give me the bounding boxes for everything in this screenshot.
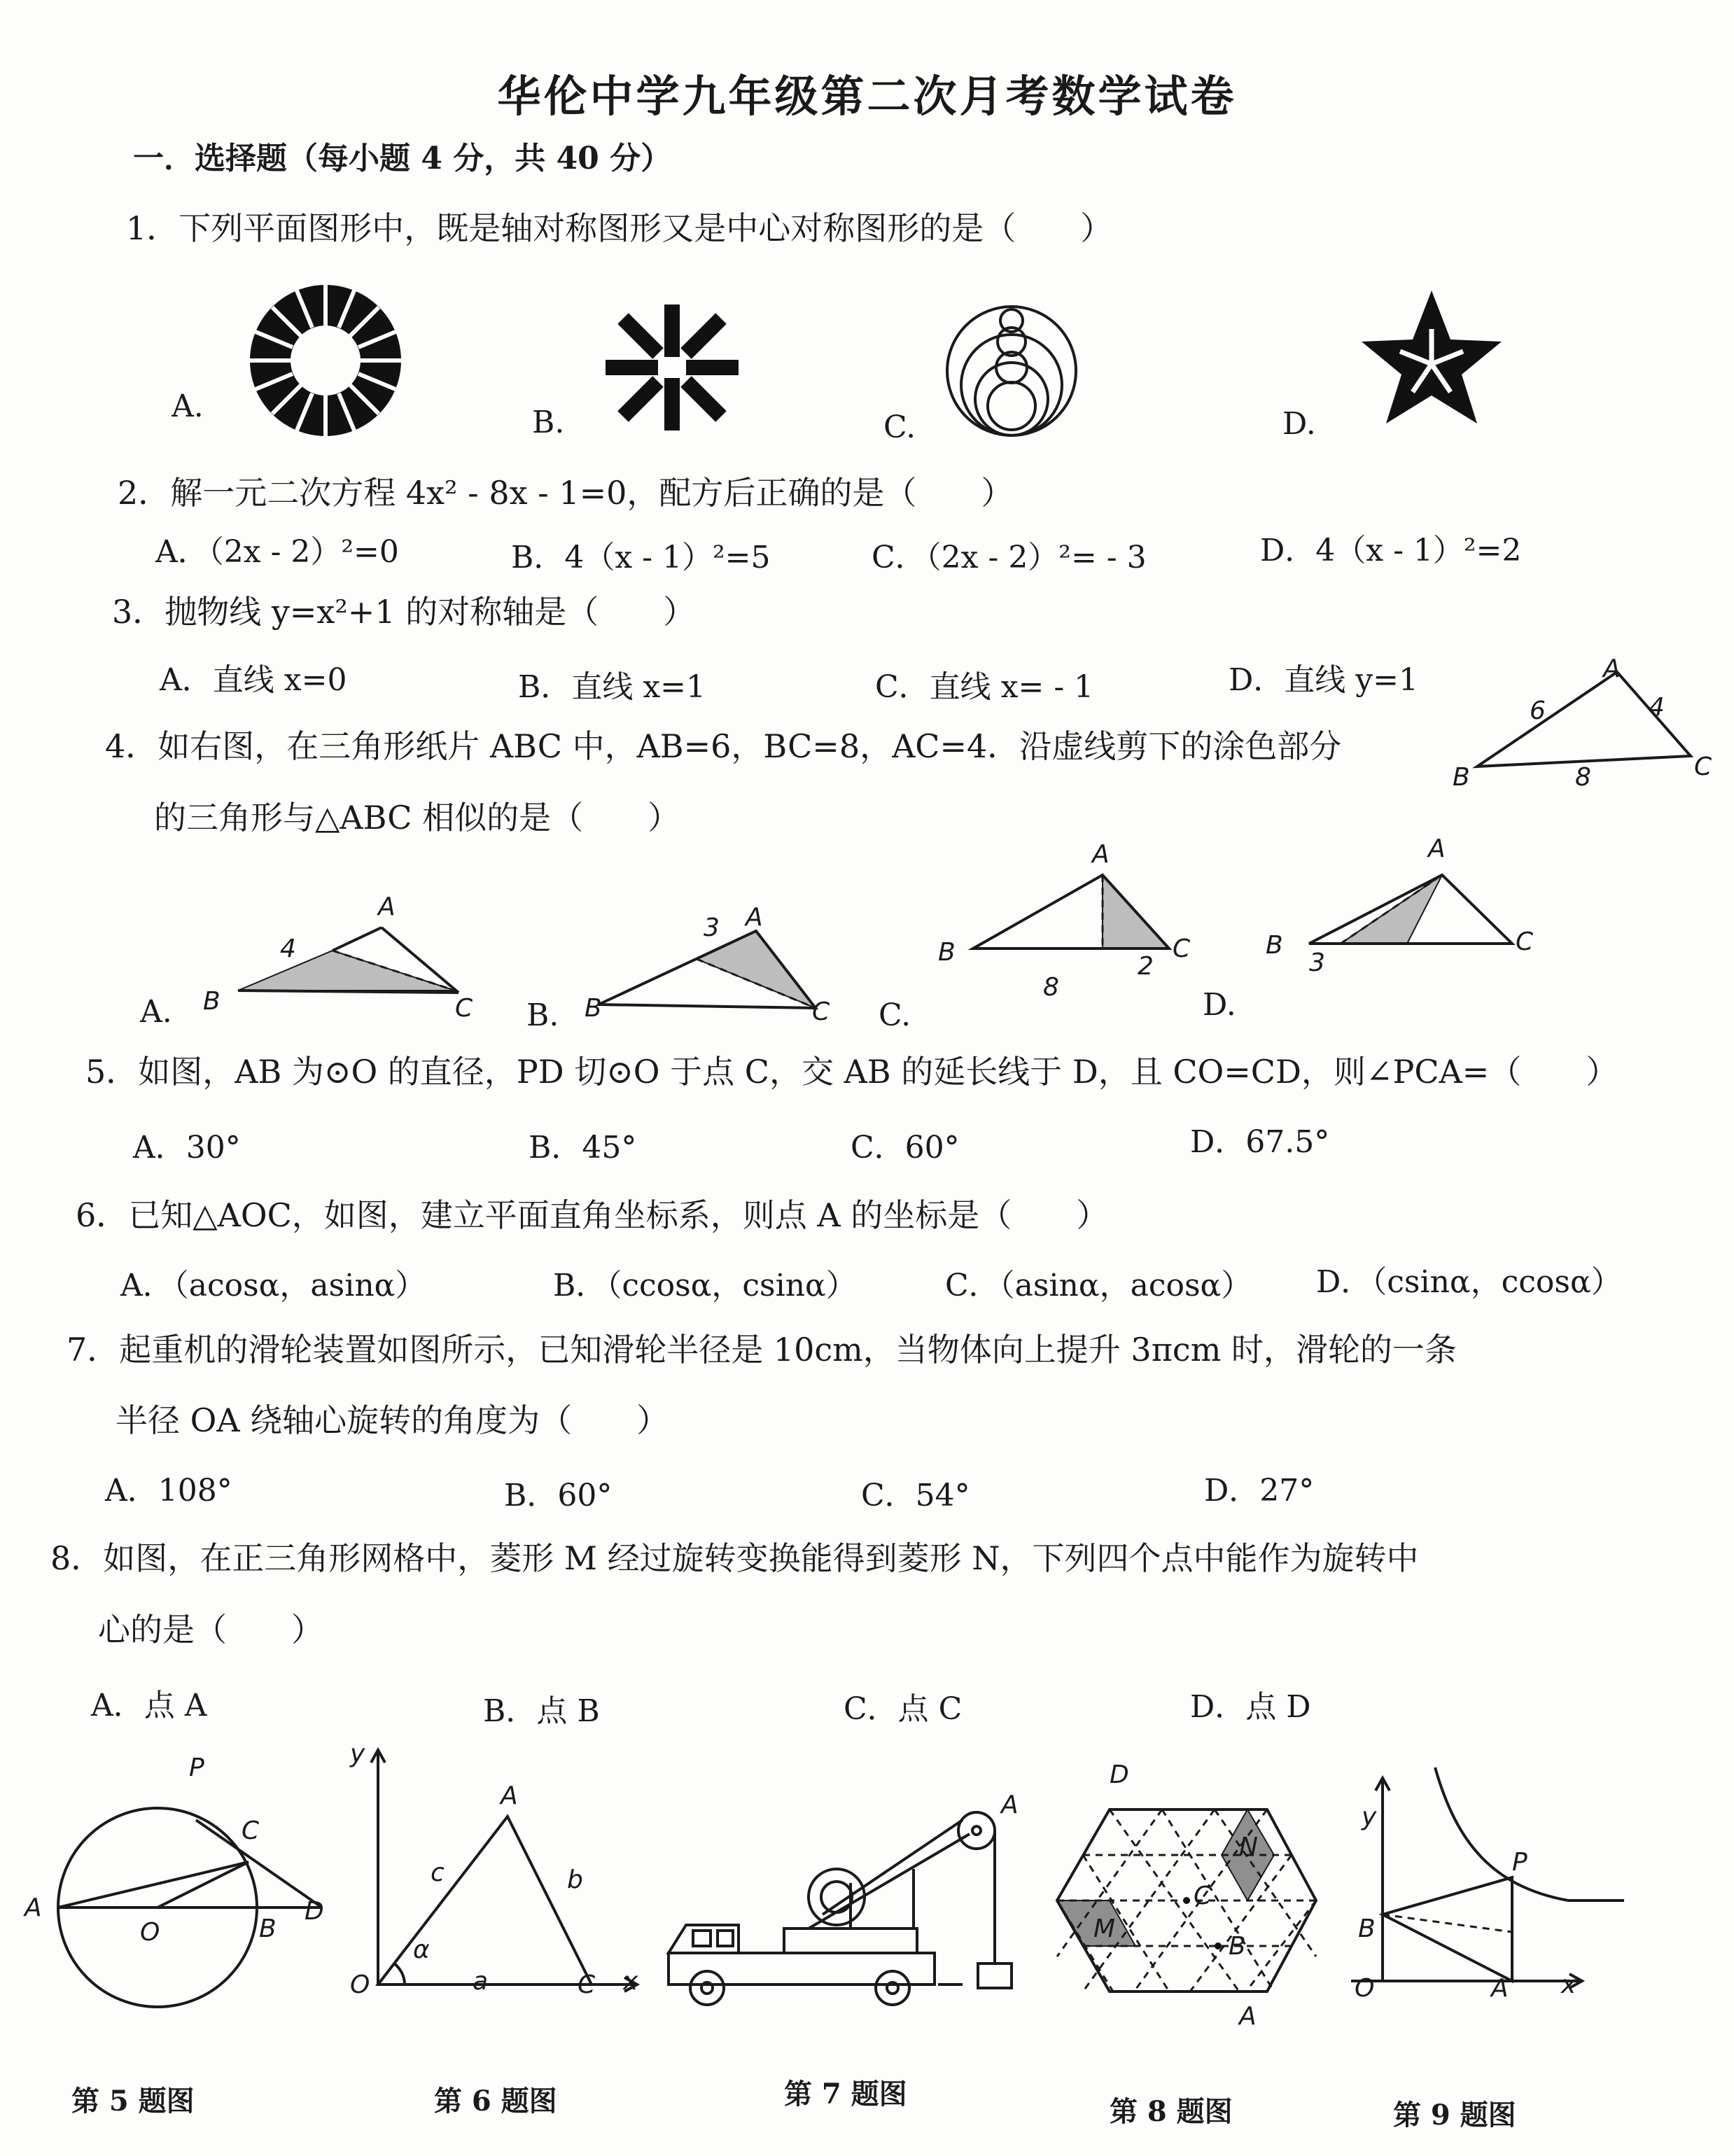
q3-option-b: B．直线 x=1: [518, 669, 706, 705]
q6-option-c: C．（asinα，acosα）: [945, 1268, 1252, 1303]
q4-ref-label-ab: 6: [1530, 696, 1546, 725]
q2-option-d: D．4（x - 1）²=2: [1260, 533, 1522, 568]
fig9-hyperbola-graph: [1344, 1757, 1631, 2009]
fig6-label-a-vertex: A: [501, 1782, 518, 1810]
fig6-label-alpha: α: [413, 1935, 430, 1964]
q1-figure-d-pinwheel: [1358, 287, 1505, 427]
q2-stem: 2．解一元二次方程 4x² - 8x - 1=0，配方后正确的是（ ）: [118, 474, 1014, 512]
fig5-label-a: A: [25, 1893, 42, 1922]
q4c-label-a: A: [1092, 840, 1110, 869]
q2-option-a: A．（2x - 2）²=0: [155, 534, 399, 570]
q4b-label-c: C: [812, 997, 830, 1026]
q8-stem-line2: 心的是（ ）: [98, 1611, 323, 1648]
q4d-label-a: A: [1428, 834, 1446, 863]
q3-stem: 3．抛物线 y=x²+1 的对称轴是（ ）: [112, 593, 696, 631]
q1-option-d: D.: [1282, 406, 1316, 442]
q5-option-c: C．60°: [851, 1130, 960, 1166]
fig9-label-x: x: [1561, 1970, 1576, 1999]
q4-option-a: A.: [140, 994, 172, 1030]
q1-figure-b-star: [599, 298, 746, 438]
fig8-hexagon-grid: [1050, 1785, 1323, 2023]
fig8-label-m: M: [1093, 1914, 1116, 1943]
q2-option-b: B．4（x - 1）²=5: [511, 540, 771, 575]
q4b-label-b: B: [585, 994, 602, 1023]
fig5-label-c: C: [242, 1816, 260, 1845]
q6-option-d: D．（csinα，ccosα）: [1316, 1264, 1622, 1300]
fig9-label-a: A: [1491, 1974, 1509, 2003]
q4c-label-c: C: [1173, 934, 1191, 963]
fig6-coordinate-triangle: [343, 1743, 651, 2009]
q7-option-a: A．108°: [105, 1473, 232, 1508]
q4-figure-a: [231, 917, 469, 1001]
q1-figure-c-circles: [942, 301, 1082, 441]
q6-stem: 6．已知△AOC，如图，建立平面直角坐标系，则点 A 的坐标是（ ）: [76, 1196, 1109, 1234]
caption-fig8: 第 8 题图: [1110, 2095, 1233, 2128]
q4-stem-line2: 的三角形与△ABC 相似的是（ ）: [154, 799, 680, 836]
fig8-label-a: A: [1239, 2002, 1257, 2031]
caption-fig9: 第 9 题图: [1393, 2099, 1516, 2132]
q8-option-b: B．点 B: [483, 1693, 600, 1729]
fig6-label-c-side: c: [431, 1858, 445, 1887]
q5-option-a: A．30°: [133, 1130, 241, 1166]
q4a-label-a: A: [378, 892, 396, 921]
q4c-label-2: 2: [1138, 952, 1154, 981]
q4-figure-d: [1302, 861, 1519, 952]
fig9-label-o: O: [1355, 1974, 1375, 2003]
q4-ref-label-ac: 4: [1649, 693, 1665, 722]
q7-option-b: B．60°: [504, 1478, 613, 1513]
q1-option-a: A.: [172, 388, 204, 424]
q5-option-d: D．67.5°: [1190, 1124, 1330, 1160]
q4d-label-b: B: [1266, 931, 1283, 960]
q3-option-a: A．直线 x=0: [160, 662, 347, 698]
fig8-label-b: B: [1229, 1932, 1246, 1961]
caption-fig5: 第 5 题图: [71, 2085, 195, 2118]
fig6-label-a-side: a: [473, 1967, 489, 1996]
fig6-label-y: y: [350, 1740, 365, 1768]
q4-ref-label-c: C: [1694, 752, 1712, 781]
q6-option-b: B．（ccosα，csinα）: [553, 1268, 857, 1303]
q7-stem-line2: 半径 OA 绕轴心旋转的角度为（ ）: [116, 1401, 669, 1439]
q1-stem: 1．下列平面图形中，既是轴对称图形又是中心对称图形的是（ ）: [126, 209, 1113, 247]
fig5-label-d: D: [305, 1897, 324, 1926]
q3-option-d: D．直线 y=1: [1229, 662, 1418, 698]
q4-ref-label-bc: 8: [1575, 763, 1591, 792]
fig9-label-y: y: [1362, 1802, 1377, 1831]
page-title: 华伦中学九年级第二次月考数学试卷: [497, 71, 1237, 122]
q4a-label-4: 4: [280, 934, 296, 963]
q4a-label-c: C: [455, 994, 473, 1023]
q4b-label-3: 3: [704, 913, 720, 942]
q4-option-d: D.: [1203, 987, 1236, 1023]
caption-fig7: 第 7 题图: [784, 2078, 907, 2110]
fig8-label-n: N: [1239, 1833, 1258, 1861]
fig9-label-b: B: [1358, 1914, 1376, 1943]
q1-figure-a-gear: [245, 280, 406, 441]
q4-ref-label-a: A: [1603, 654, 1621, 683]
q5-stem: 5．如图，AB 为⊙O 的直径，PD 切⊙O 于点 C，交 AB 的延长线于 D，且 CO=CD，则∠PCA=（ ）: [85, 1053, 1618, 1091]
q4b-label-a: A: [746, 903, 763, 932]
fig7-crane-truck: [662, 1792, 1026, 2009]
q8-option-c: C．点 C: [844, 1691, 963, 1727]
q4-option-c: C.: [879, 997, 911, 1033]
q4d-label-c: C: [1516, 927, 1534, 956]
q4-ref-label-b: B: [1453, 763, 1470, 792]
q7-stem-line1: 7．起重机的滑轮装置如图所示，已知滑轮半径是 10cm，当物体向上提升 3πcm 时，滑轮的一条: [67, 1331, 1457, 1368]
q7-option-d: D．27°: [1204, 1473, 1315, 1508]
section-heading: 一．选择题（每小题 4 分，共 40 分）: [133, 141, 672, 176]
q3-option-c: C．直线 x= - 1: [875, 669, 1094, 705]
q4d-label-3: 3: [1309, 948, 1325, 977]
caption-fig6: 第 6 题图: [434, 2085, 557, 2118]
q5-option-b: B．45°: [529, 1130, 637, 1166]
fig5-label-p: P: [189, 1754, 204, 1782]
fig6-label-c-vertex: C: [578, 1970, 596, 1999]
fig5-label-o: O: [140, 1918, 160, 1947]
fig6-label-x: x: [623, 1967, 638, 1996]
q4a-label-b: B: [203, 987, 221, 1016]
fig8-label-d: D: [1110, 1760, 1129, 1789]
fig7-label-a: A: [1001, 1791, 1019, 1819]
q8-stem-line1: 8．如图，在正三角形网格中，菱形 M 经过旋转变换能得到菱形 N，下列四个点中能作为旋转中: [50, 1539, 1419, 1577]
fig8-label-c: C: [1194, 1882, 1212, 1910]
q4c-label-b: B: [938, 938, 956, 967]
q6-option-a: A．（acosα，asinα）: [120, 1268, 426, 1303]
q4-figure-c: [966, 864, 1176, 955]
q4-option-b: B.: [526, 997, 559, 1033]
fig5-label-b: B: [259, 1914, 277, 1943]
q2-option-c: C．（2x - 2）²= - 3: [872, 540, 1147, 575]
q8-option-d: D．点 D: [1190, 1689, 1311, 1725]
q4c-label-8: 8: [1043, 973, 1059, 1002]
q1-option-c: C.: [883, 410, 916, 445]
q4-stem-line1: 4．如右图，在三角形纸片 ABC 中，AB=6，BC=8，AC=4．沿虚线剪下的涂色部分: [105, 727, 1342, 765]
q1-option-b: B.: [532, 405, 565, 440]
fig6-label-o: O: [350, 1970, 370, 1999]
q7-option-c: C．54°: [861, 1478, 970, 1513]
fig9-label-p: P: [1512, 1848, 1527, 1877]
fig5-circle-diagram: [28, 1771, 336, 2009]
fig6-label-b-side: b: [567, 1865, 583, 1894]
q8-option-a: A．点 A: [91, 1688, 207, 1723]
